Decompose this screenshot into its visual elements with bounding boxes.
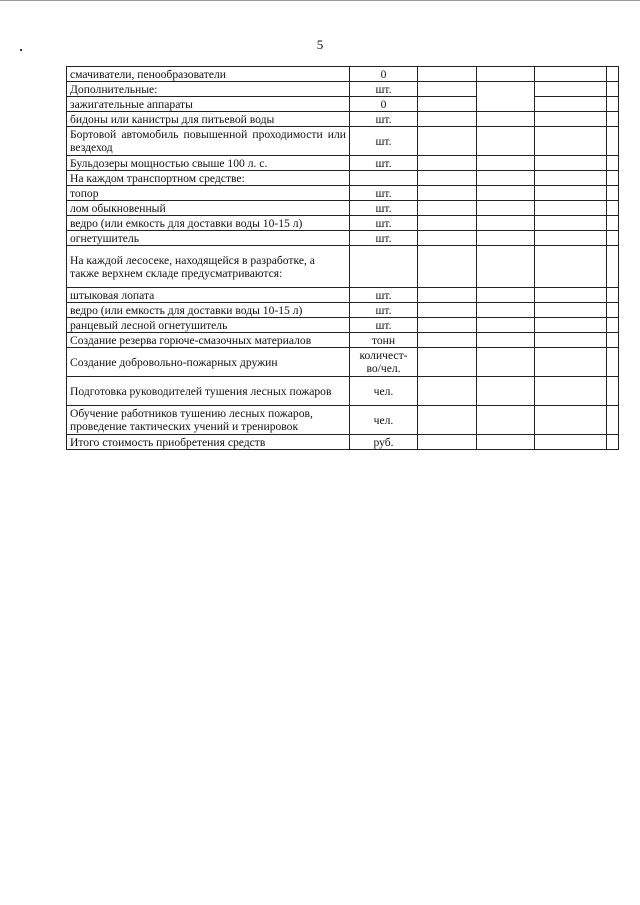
empty-cell xyxy=(418,377,477,406)
empty-cell xyxy=(607,82,619,97)
item-name: смачиватели, пенообразователи xyxy=(67,67,350,82)
item-name: лом обыкновенный xyxy=(67,201,350,216)
table-row xyxy=(67,186,619,201)
empty-cell xyxy=(418,67,477,82)
empty-cell xyxy=(607,171,619,186)
scan-edge-line xyxy=(0,0,640,1)
empty-cell xyxy=(535,246,607,288)
item-name: Итого стоимость приобретения средств xyxy=(67,435,350,450)
empty-cell xyxy=(535,67,607,82)
empty-cell xyxy=(535,186,607,201)
item-unit: шт. xyxy=(350,82,418,97)
empty-cell xyxy=(477,377,535,406)
empty-cell xyxy=(418,333,477,348)
item-name: топор xyxy=(67,186,350,201)
empty-cell xyxy=(418,171,477,186)
item-name: На каждой лесосеке, находящейся в разработке, а также верхнем складе предусматриваются: xyxy=(67,246,350,288)
empty-cell xyxy=(535,435,607,450)
empty-cell xyxy=(477,127,535,156)
item-name: бидоны или канистры для питьевой воды xyxy=(67,112,350,127)
table-row xyxy=(67,156,619,171)
table-row xyxy=(67,171,619,186)
empty-cell xyxy=(535,377,607,406)
empty-cell xyxy=(477,348,535,377)
item-name: штыковая лопата xyxy=(67,288,350,303)
empty-cell xyxy=(477,156,535,171)
empty-cell xyxy=(418,127,477,156)
empty-cell xyxy=(418,406,477,435)
item-name: ранцевый лесной огнетушитель xyxy=(67,318,350,333)
empty-cell xyxy=(607,231,619,246)
item-name: Бульдозеры мощностью свыше 100 л. с. xyxy=(67,156,350,171)
empty-cell xyxy=(607,348,619,377)
empty-cell xyxy=(418,216,477,231)
empty-cell xyxy=(477,216,535,231)
empty-cell xyxy=(477,333,535,348)
table-row xyxy=(67,231,619,246)
item-name: Бортовой автомобиль повышенной проходимости или вездеход xyxy=(67,127,350,156)
item-name: Дополнительные: xyxy=(67,82,350,97)
item-unit xyxy=(350,246,418,288)
table-row xyxy=(67,112,619,127)
table-row xyxy=(67,201,619,216)
table-row xyxy=(67,333,619,348)
empty-cell xyxy=(418,246,477,288)
empty-cell xyxy=(535,318,607,333)
empty-cell xyxy=(535,348,607,377)
empty-cell xyxy=(607,435,619,450)
empty-cell xyxy=(535,201,607,216)
empty-cell xyxy=(477,112,535,127)
empty-cell xyxy=(535,333,607,348)
empty-cell xyxy=(477,318,535,333)
empty-cell xyxy=(535,82,607,97)
empty-cell xyxy=(535,171,607,186)
item-unit: руб. xyxy=(350,435,418,450)
empty-cell xyxy=(535,288,607,303)
empty-cell xyxy=(607,216,619,231)
empty-cell xyxy=(607,303,619,318)
item-unit: чел. xyxy=(350,406,418,435)
empty-cell xyxy=(607,127,619,156)
empty-cell xyxy=(607,156,619,171)
empty-cell xyxy=(418,97,477,112)
table-row xyxy=(67,97,619,112)
empty-cell xyxy=(607,186,619,201)
table-row xyxy=(67,67,619,82)
empty-cell xyxy=(477,201,535,216)
empty-cell xyxy=(535,303,607,318)
empty-cell xyxy=(535,112,607,127)
item-name: На каждом транспортном средстве: xyxy=(67,171,350,186)
empty-cell xyxy=(418,288,477,303)
item-name: ведро (или емкость для доставки воды 10-15 л) xyxy=(67,303,350,318)
empty-cell xyxy=(607,318,619,333)
empty-cell xyxy=(607,246,619,288)
empty-cell xyxy=(535,406,607,435)
empty-cell xyxy=(477,171,535,186)
item-unit: тонн xyxy=(350,333,418,348)
empty-cell xyxy=(418,156,477,171)
item-unit: чел. xyxy=(350,377,418,406)
table-row xyxy=(67,318,619,333)
item-unit: шт. xyxy=(350,201,418,216)
item-unit: шт. xyxy=(350,112,418,127)
item-name: ведро (или емкость для доставки воды 10-15 л) xyxy=(67,216,350,231)
item-name: Создание добровольно-пожарных дружин xyxy=(67,348,350,377)
item-unit: 0 xyxy=(350,97,418,112)
table-row xyxy=(67,377,619,406)
item-name: Создание резерва горюче-смазочных материалов xyxy=(67,333,350,348)
item-unit: шт. xyxy=(350,186,418,201)
empty-cell xyxy=(607,67,619,82)
empty-cell xyxy=(477,435,535,450)
empty-cell xyxy=(477,288,535,303)
empty-cell xyxy=(418,186,477,201)
table-row xyxy=(67,348,619,377)
empty-cell xyxy=(607,97,619,112)
item-name: огнетушитель xyxy=(67,231,350,246)
table-row xyxy=(67,288,619,303)
empty-cell xyxy=(535,156,607,171)
empty-cell xyxy=(477,186,535,201)
empty-cell xyxy=(418,435,477,450)
empty-cell xyxy=(418,112,477,127)
empty-cell xyxy=(607,406,619,435)
table-row xyxy=(67,303,619,318)
empty-cell xyxy=(607,201,619,216)
empty-cell xyxy=(477,231,535,246)
empty-cell xyxy=(535,97,607,112)
table-row xyxy=(67,246,619,288)
table-row xyxy=(67,216,619,231)
empty-cell xyxy=(477,246,535,288)
empty-cell xyxy=(418,318,477,333)
empty-cell xyxy=(607,288,619,303)
item-unit: шт. xyxy=(350,231,418,246)
empty-cell xyxy=(477,82,535,112)
item-name: Подготовка руководителей тушения лесных пожаров xyxy=(67,377,350,406)
page-number: 5 xyxy=(316,37,324,52)
table-row xyxy=(67,406,619,435)
item-unit: 0 xyxy=(350,67,418,82)
item-name: Обучение работников тушению лесных пожаров, проведение тактических учений и тренировок xyxy=(67,406,350,435)
empty-cell xyxy=(607,333,619,348)
empty-cell xyxy=(535,231,607,246)
item-unit: шт. xyxy=(350,127,418,156)
table-row xyxy=(67,82,619,97)
empty-cell xyxy=(418,303,477,318)
empty-cell xyxy=(418,348,477,377)
table-row xyxy=(67,435,619,450)
empty-cell xyxy=(535,127,607,156)
empty-cell xyxy=(607,112,619,127)
table-row xyxy=(67,127,619,156)
item-unit: количест-во/чел. xyxy=(350,348,418,377)
item-unit: шт. xyxy=(350,288,418,303)
empty-cell xyxy=(477,67,535,82)
item-unit: шт. xyxy=(350,303,418,318)
item-unit xyxy=(350,171,418,186)
item-unit: шт. xyxy=(350,216,418,231)
empty-cell xyxy=(477,406,535,435)
item-unit: шт. xyxy=(350,318,418,333)
item-unit: шт. xyxy=(350,156,418,171)
empty-cell xyxy=(535,216,607,231)
resources-table xyxy=(66,66,619,450)
empty-cell xyxy=(418,201,477,216)
item-name: зажигательные аппараты xyxy=(67,97,350,112)
empty-cell xyxy=(418,231,477,246)
empty-cell xyxy=(477,303,535,318)
empty-cell xyxy=(607,377,619,406)
empty-cell xyxy=(418,82,477,97)
